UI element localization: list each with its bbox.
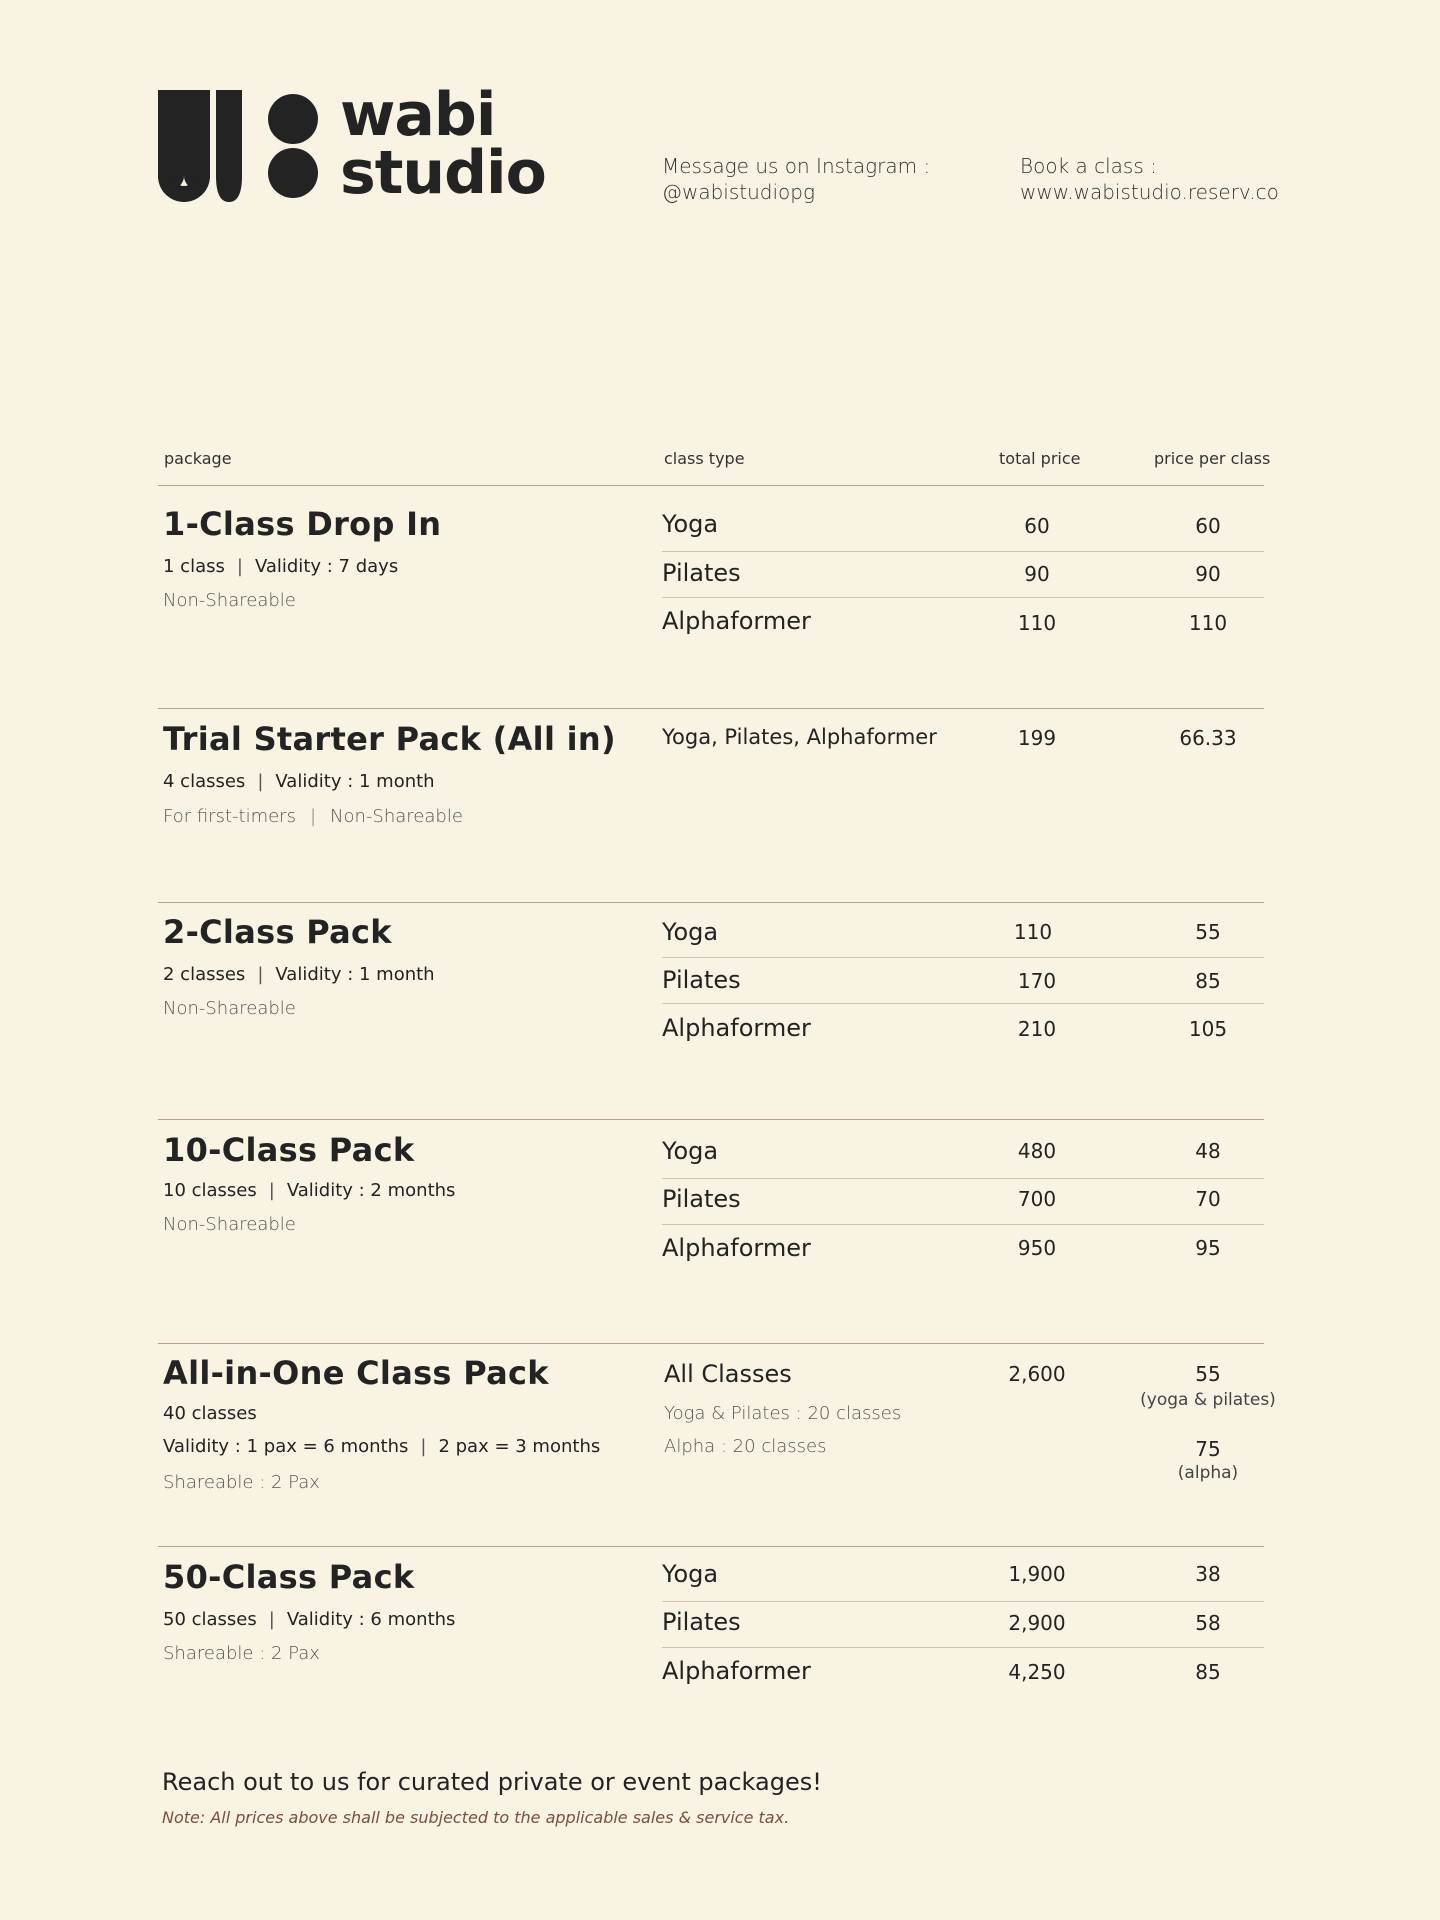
class-type: Yoga: [662, 1560, 719, 1588]
package-classes: 2 classes: [163, 964, 246, 985]
package-note: [163, 806, 463, 827]
package-classes: 50 classes: [163, 1609, 257, 1630]
package-classes: 1 class: [163, 556, 225, 577]
package-title: 2-Class Pack: [163, 913, 392, 951]
total-price: 210: [1017, 1017, 1057, 1041]
class-type: Yoga: [662, 918, 719, 946]
package-title: Trial Starter Pack (All in): [163, 720, 616, 758]
package-title: 1-Class Drop In: [163, 505, 442, 543]
row-divider: [662, 1647, 1264, 1648]
instagram-contact: [662, 153, 930, 205]
price-per-class: 110: [1188, 611, 1228, 635]
brand-line-1: wabi: [340, 80, 496, 150]
price-per-class: 66.33: [1179, 726, 1237, 750]
package-divider: [158, 902, 1264, 903]
price-per-class: 85: [1195, 1660, 1221, 1684]
package-classes: 40 classes: [163, 1403, 257, 1424]
column-header-class-type: class type: [664, 449, 745, 468]
package-note: Shareable : 2 Pax: [163, 1643, 320, 1664]
row-divider: [662, 1601, 1264, 1602]
class-type-note: Yoga & Pilates : 20 classes: [664, 1403, 902, 1424]
price-per-class: 38: [1195, 1562, 1221, 1586]
package-validity: Validity : 7 days: [254, 556, 399, 577]
package-validity: Validity : 1 month: [275, 964, 435, 985]
package-validity-single: Validity : 1 pax = 6 months: [163, 1436, 409, 1457]
brand-wordmark: [340, 80, 546, 208]
package-note: Non-Shareable: [163, 590, 296, 611]
price-per-class: 70: [1195, 1187, 1221, 1211]
package-title: 10-Class Pack: [163, 1131, 415, 1169]
row-divider: [662, 957, 1264, 958]
class-type: Alphaformer: [662, 1657, 811, 1685]
class-type: Pilates: [662, 1608, 741, 1636]
package-note: Non-Shareable: [163, 998, 296, 1019]
booking-contact: [1020, 153, 1279, 205]
class-type: All Classes: [664, 1360, 792, 1388]
private-packages-callout: Reach out to us for curated private or event packages!: [162, 1768, 822, 1796]
class-type: Yoga: [662, 510, 719, 538]
class-type: Pilates: [662, 966, 741, 994]
class-type: Pilates: [662, 1185, 741, 1213]
row-divider: [662, 1003, 1264, 1004]
row-divider: [662, 1178, 1264, 1179]
total-price: 2,900: [1008, 1611, 1066, 1635]
separator: |: [309, 806, 317, 827]
total-price: 700: [1017, 1187, 1057, 1211]
package-validity-double: 2 pax = 3 months: [438, 1436, 601, 1457]
package-details: [163, 1436, 600, 1457]
brand-line-2: studio: [340, 138, 546, 208]
total-price: 110: [1013, 920, 1053, 944]
package-note-shareable: Non-Shareable: [330, 806, 463, 827]
price-per-class: 55: [1195, 920, 1221, 944]
total-price: 480: [1017, 1139, 1057, 1163]
package-title: All-in-One Class Pack: [163, 1354, 549, 1392]
package-details: [163, 771, 435, 792]
package-divider: [158, 1343, 1264, 1344]
class-type: Alphaformer: [662, 1234, 811, 1262]
booking-url-link[interactable]: www.wabistudio.reserv.co: [1020, 180, 1279, 204]
package-validity: Validity : 2 months: [286, 1180, 456, 1201]
package-divider: [158, 1546, 1264, 1547]
total-price: 170: [1017, 969, 1057, 993]
total-price: 110: [1017, 611, 1057, 635]
package-divider: [158, 1119, 1264, 1120]
price-per-class: 90: [1195, 562, 1221, 586]
class-type-note: Alpha : 20 classes: [664, 1436, 827, 1457]
total-price: 60: [1024, 514, 1050, 538]
package-note: Non-Shareable: [163, 1214, 296, 1235]
price-per-class: 95: [1195, 1236, 1221, 1260]
total-price: 2,600: [1008, 1362, 1066, 1386]
price-per-class-label: (yoga & pilates): [1140, 1390, 1276, 1410]
package-details: [163, 964, 435, 985]
column-header-price-per-class: price per class: [1154, 449, 1271, 468]
instagram-label: Message us on Instagram :: [662, 154, 931, 178]
separator: |: [268, 1609, 275, 1630]
package-title: 50-Class Pack: [163, 1558, 415, 1596]
package-note: Shareable : 2 Pax: [163, 1472, 320, 1493]
price-per-class-label: (alpha): [1177, 1463, 1239, 1483]
separator: |: [268, 1180, 275, 1201]
package-divider: [158, 708, 1264, 709]
class-type: Alphaformer: [662, 607, 811, 635]
separator: |: [420, 1436, 427, 1457]
class-type: Pilates: [662, 559, 741, 587]
package-validity: Validity : 1 month: [275, 771, 435, 792]
price-per-class: 58: [1195, 1611, 1221, 1635]
class-type: Yoga: [662, 1137, 719, 1165]
row-divider: [662, 597, 1264, 598]
booking-label: Book a class :: [1020, 154, 1157, 178]
column-header-package: package: [164, 449, 232, 468]
row-divider: [662, 551, 1264, 552]
price-per-class: 48: [1195, 1139, 1221, 1163]
instagram-handle-link[interactable]: @wabistudiopg: [662, 180, 815, 204]
row-divider: [662, 1224, 1264, 1225]
header-divider: [158, 485, 1264, 486]
class-type: Yoga, Pilates, Alphaformer: [662, 725, 937, 749]
total-price: 90: [1024, 562, 1050, 586]
total-price: 950: [1017, 1236, 1057, 1260]
separator: |: [257, 964, 264, 985]
package-details: [163, 1609, 455, 1630]
package-details: [163, 1180, 455, 1201]
brand-logo: [158, 80, 578, 210]
total-price: 4,250: [1008, 1660, 1066, 1684]
class-type: Alphaformer: [662, 1014, 811, 1042]
price-per-class: 75: [1195, 1437, 1221, 1461]
total-price: 199: [1017, 726, 1057, 750]
package-classes: 10 classes: [163, 1180, 257, 1201]
separator: |: [236, 556, 243, 577]
brand-mark-icon: [158, 90, 318, 202]
package-details: [163, 556, 398, 577]
price-per-class: 85: [1195, 969, 1221, 993]
package-validity: Validity : 6 months: [286, 1609, 456, 1630]
price-per-class: 105: [1188, 1017, 1228, 1041]
separator: |: [257, 771, 264, 792]
tax-note: Note: All prices above shall be subjected to the applicable sales & service tax.: [162, 1808, 790, 1827]
column-header-total-price: total price: [999, 449, 1081, 468]
package-note-first-timers: For first-timers: [163, 806, 296, 827]
package-classes: 4 classes: [163, 771, 246, 792]
price-per-class: 55: [1195, 1362, 1221, 1386]
price-per-class: 60: [1195, 514, 1221, 538]
total-price: 1,900: [1008, 1562, 1066, 1586]
